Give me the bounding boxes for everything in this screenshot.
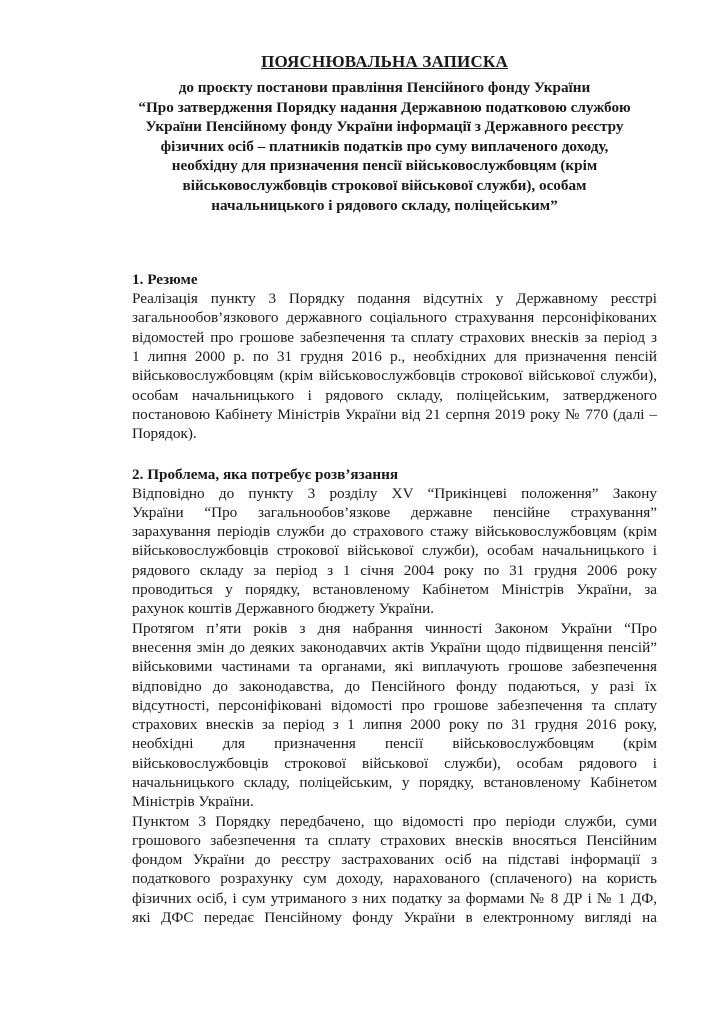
text-line: зарахування періодів служби до страхового стажу військовослужбовцям (крім: [132, 523, 657, 541]
subtitle-line: необхідну для призначення пенсії військовослужбовцям (крім: [171, 157, 598, 175]
summary-paragraph: [112, 289, 657, 443]
text-line: військовослужбовців строкової військової служби), особам начальницького і: [132, 542, 657, 560]
text-line: Відповідно до пункту 3 розділу XV “Прикінцеві положення” Закону: [132, 484, 657, 502]
text-line: Протягом п’яти років з дня набрання чинності Законом України “Про: [132, 619, 657, 637]
text-line: особам начальницького і рядового складу, поліцейським, затвердженого: [132, 386, 657, 404]
text-line: відомостей про грошове забезпечення та сплату страхових внесків за період з: [132, 328, 657, 346]
text-line: грошового забезпечення та сплату страхових внесків вносяться Пенсійним: [132, 831, 657, 849]
subtitle-line: України Пенсійному фонду України інформації з Державного реєстру: [145, 118, 624, 136]
text-line: 1 липня 2000 р. по 31 грудня 2016 р., необхідних для призначення пенсій: [132, 348, 657, 366]
text-line: Реалізація пункту 3 Порядку подання відсутніх у Державному реєстрі: [132, 290, 657, 308]
subtitle-line: військовослужбовців строкової військової служби), особам: [182, 176, 587, 194]
document-subtitle: [112, 78, 657, 215]
text-line: проводиться у порядку, встановленому Кабінетом Міністрів України, за: [132, 581, 657, 599]
text-line: України “Про загальнообов’язкове державне пенсійне страхування”: [132, 503, 657, 521]
text-line: рахунок коштів Державного бюджету України.: [132, 600, 435, 618]
problem-paragraph-1: [112, 484, 657, 619]
text-line: рядового складу за період з 1 січня 2004 року по 31 грудня 2006 року: [132, 561, 657, 579]
text-line: відповідно до законодавства, до Пенсійного фонду подаються, у разі їх: [132, 677, 657, 695]
subtitle-line: “Про затвердження Порядку надання Державною податковою службою: [138, 98, 631, 116]
text-line: начальницького складу, поліцейським, у порядку, встановленому Кабінетом: [132, 773, 657, 791]
section-heading-problem: 2. Проблема, яка потребує розв’язання: [132, 465, 399, 483]
text-line: Порядок).: [132, 425, 197, 443]
problem-paragraph-2: [112, 619, 657, 812]
section-heading-summary: 1. Резюме: [132, 271, 198, 289]
subtitle-line: начальницького і рядового складу, поліцейським”: [211, 196, 558, 214]
text-line: військовослужбовців строкової військової служби), особам рядового і: [132, 754, 657, 772]
text-line: постановою Кабінету Міністрів України від 21 серпня 2019 року № 770 (далі –: [132, 405, 657, 423]
text-line: страхових внесків за період з 1 липня 2000 року по 31 грудня 2016 року,: [132, 716, 657, 734]
text-line: військовослужбовцям (крім військовослужбовців строкової військової служби),: [132, 367, 657, 385]
document-title: ПОЯСНЮВАЛЬНА ЗАПИСКА: [261, 52, 508, 71]
text-line: Пунктом 3 Порядку передбачено, що відомості про періоди служби, суми: [132, 812, 657, 830]
problem-paragraph-3: [112, 812, 657, 928]
text-line: внесення змін до деяких законодавчих актів України щодо підвищення пенсій”: [132, 638, 657, 656]
text-line: фондом України до реєстру застрахованих осіб на підставі інформації з: [132, 851, 657, 869]
text-line: Міністрів України.: [132, 793, 254, 811]
text-line: військовими частинами та органами, які виплачують грошове забезпечення: [132, 658, 657, 676]
text-line: які ДФС передає Пенсійному фонду України в електронному вигляді на: [132, 909, 657, 927]
text-line: податкового розрахунку сум доходу, нарахованого (сплаченого) на користь: [132, 870, 657, 888]
text-line: фізичних осіб, і сум утриманого з них податку за формами № 8 ДР і № 1 ДФ,: [132, 889, 657, 907]
subtitle-line: до проєкту постанови правління Пенсійного фонду України: [178, 79, 591, 96]
text-line: загальнообов’язкового державного соціального страхування персоніфікованих: [132, 309, 657, 327]
subtitle-line: фізичних осіб – платників податків про суму виплаченого доходу,: [160, 137, 609, 155]
text-line: необхідні для призначення пенсії військовослужбовцям (крім: [132, 735, 657, 753]
text-line: відсутності, персоніфіковані відомості про грошове забезпечення та сплату: [132, 696, 657, 714]
